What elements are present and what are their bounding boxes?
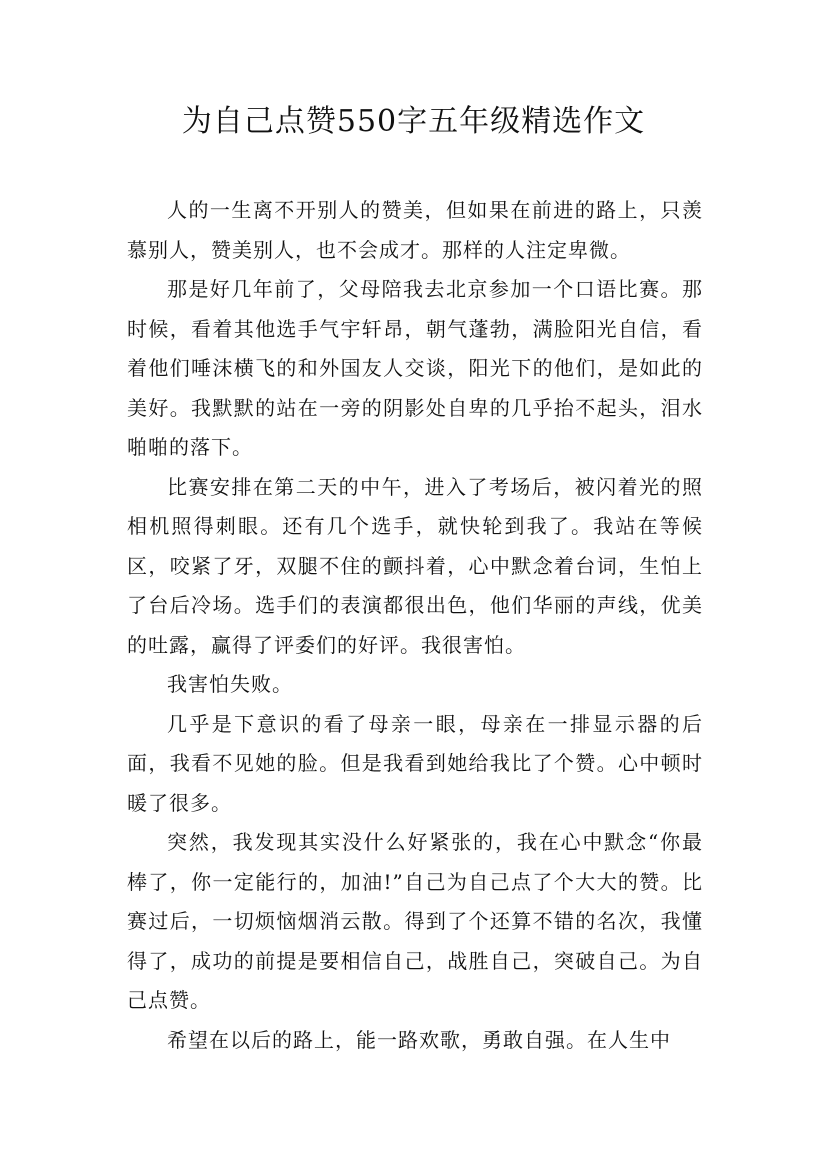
document-title: 为自己点赞550字五年级精选作文	[181, 104, 646, 139]
paragraph: 比赛安排在第二天的中午，进入了考场后，被闪着光的照相机照得刺眼。还有几个选手，就快轮到我了。我站在等候区，咬紧了牙，双腿不住的颤抖着，心中默念着台词，生怕上了台后冷场。选手们的表演都很出色，他们华丽的声线，优美的吐露，赢得了评委们的好评。我很害怕。	[127, 474, 703, 657]
paragraph: 人的一生离不开别人的赞美，但如果在前进的路上，只羡慕别人，赞美别人，也不会成才。那样的人注定卑微。	[127, 198, 703, 262]
paragraph: 突然，我发现其实没什么好紧张的，我在心中默念“你最棒了，你一定能行的，加油!”自己为自己点了个大大的赞。比赛过后，一切烦恼烟消云散。得到了个还算不错的名次，我懂得了，成功的前提是要相信自己，战胜自己，突破自己。为自己点赞。	[127, 830, 703, 1012]
paragraph: 我害怕失败。	[167, 672, 293, 696]
document-body	[127, 191, 703, 1060]
paragraph: 希望在以后的路上，能一路欢歌，勇敢自强。在人生中	[167, 1027, 671, 1052]
paragraph: 几乎是下意识的看了母亲一眼，母亲在一排显示器的后面，我看不见她的脸。但是我看到她给我比了个赞。心中顿时暖了很多。	[127, 711, 703, 815]
paragraph: 那是好几年前了，父母陪我去北京参加一个口语比赛。那时候，看着其他选手气宇轩昂，朝气蓬勃，满脸阳光自信，看着他们唾沫横飞的和外国友人交谈，阳光下的他们，是如此的美好。我默默的站在一旁的阴影处自卑的几乎抬不起头，泪水啪啪的落下。	[127, 277, 703, 459]
